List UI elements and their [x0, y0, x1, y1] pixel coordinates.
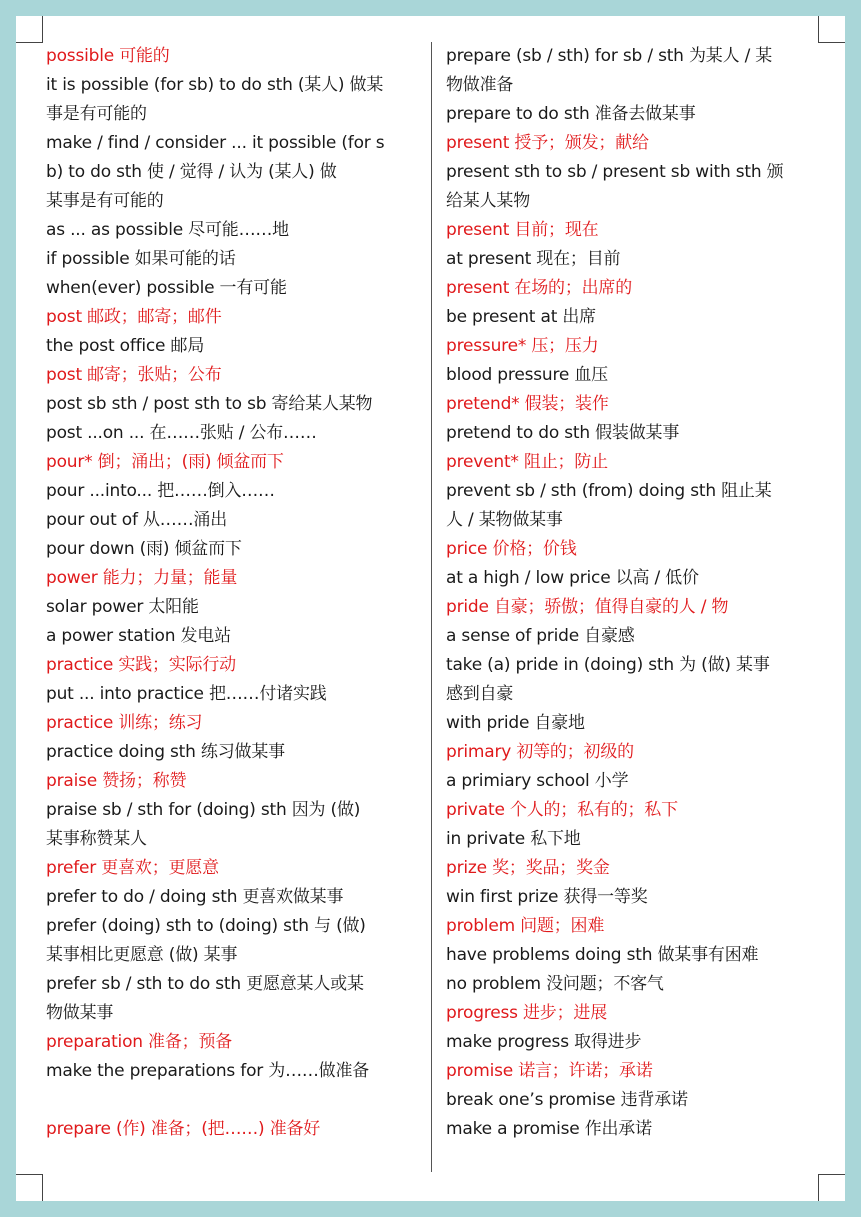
- entry-line: 事是有可能的: [46, 104, 147, 124]
- entry-line: pour out of 从……涌出: [46, 510, 227, 530]
- entry-line: at a high / low price 以高 / 低价: [446, 568, 699, 588]
- column-divider: [431, 42, 432, 1172]
- entry-headword: pretend* 假装；装作: [446, 394, 609, 414]
- entry-headword: prefer 更喜欢；更愿意: [46, 858, 219, 878]
- entry-line: make progress 取得进步: [446, 1032, 642, 1052]
- entry-line: 感到自豪: [446, 684, 514, 704]
- entry-headword: post 邮寄；张贴；公布: [46, 365, 222, 385]
- entry-line: make a promise 作出承诺: [446, 1119, 652, 1139]
- entry-line: a power station 发电站: [46, 626, 231, 646]
- entry-headword: post 邮政；邮寄；邮件: [46, 307, 222, 327]
- entry-line: prepare (sb / sth) for sb / sth 为某人 / 某: [446, 46, 773, 66]
- entry-line: make the preparations for 为……做准备: [46, 1061, 370, 1081]
- entry-line: pretend to do sth 假装做某事: [446, 423, 680, 443]
- entry-headword: praise 赞扬；称赞: [46, 771, 187, 791]
- entry-line: present sth to sb / present sb with sth 颁: [446, 162, 784, 182]
- entry-headword: practice 训练；练习: [46, 713, 203, 733]
- entry-line: as ... as possible 尽可能……地: [46, 220, 289, 240]
- entry-line: a primiary school 小学: [446, 771, 629, 791]
- entry-headword: prize 奖；奖品；奖金: [446, 858, 610, 878]
- entry-line: post sb sth / post sth to sb 寄给某人某物: [46, 394, 373, 414]
- crop-mark-bottom-left: [16, 1174, 43, 1201]
- entry-line: with pride 自豪地: [446, 713, 585, 733]
- entry-line: prevent sb / sth (from) doing sth 阻止某: [446, 481, 772, 501]
- entry-headword: primary 初等的；初级的: [446, 742, 634, 762]
- entry-line: 物做某事: [46, 1003, 114, 1023]
- entry-line: win first prize 获得一等奖: [446, 887, 648, 907]
- entry-line: pour down (雨) 倾盆而下: [46, 539, 242, 559]
- entry-headword: power 能力；力量；能量: [46, 568, 238, 588]
- entry-headword: progress 进步；进展: [446, 1003, 607, 1023]
- entry-line: practice doing sth 练习做某事: [46, 742, 285, 762]
- entry-headword: present 目前；现在: [446, 220, 599, 240]
- left-column: [46, 42, 416, 1144]
- entry-line: prefer to do / doing sth 更喜欢做某事: [46, 887, 344, 907]
- entry-line: prefer sb / sth to do sth 更愿意某人或某: [46, 974, 364, 994]
- entry-headword: prepare (作) 准备；(把……) 准备好: [46, 1119, 321, 1139]
- entry-headword: present 在场的；出席的: [446, 278, 633, 298]
- vocabulary-page: [16, 16, 845, 1201]
- entry-line: praise sb / sth for (doing) sth 因为 (做): [46, 800, 361, 820]
- entry-line: 给某人某物: [446, 191, 530, 211]
- entry-line: make / find / consider ... it possible (for s: [46, 133, 385, 153]
- entry-line: 物做准备: [446, 75, 514, 95]
- crop-mark-top-left: [16, 16, 43, 43]
- entry-line: 某事称赞某人: [46, 829, 147, 849]
- entry-line: b) to do sth 使 / 觉得 / 认为 (某人) 做: [46, 162, 337, 182]
- entry-line: no problem 没问题；不客气: [446, 974, 664, 994]
- entry-line: when(ever) possible 一有可能: [46, 278, 287, 298]
- entry-headword: pour* 倒；涌出；(雨) 倾盆而下: [46, 452, 284, 472]
- entry-line: put ... into practice 把……付诸实践: [46, 684, 327, 704]
- entry-headword: pressure* 压；压力: [446, 336, 599, 356]
- entry-headword: prevent* 阻止；防止: [446, 452, 608, 472]
- entry-line: be present at 出席: [446, 307, 596, 327]
- entry-headword: pride 自豪；骄傲；值得自豪的人 / 物: [446, 597, 729, 617]
- entry-line: prefer (doing) sth to (doing) sth 与 (做): [46, 916, 366, 936]
- entry-headword: problem 问题；困难: [446, 916, 605, 936]
- entry-headword: promise 诺言；许诺；承诺: [446, 1061, 653, 1081]
- entry-line: post ...on ... 在……张贴 / 公布……: [46, 423, 317, 443]
- entry-line: 某事是有可能的: [46, 191, 164, 211]
- entry-line: at present 现在；目前: [446, 249, 621, 269]
- entry-line: in private 私下地: [446, 829, 581, 849]
- entry-line: the post office 邮局: [46, 336, 205, 356]
- entry-line: have problems doing sth 做某事有困难: [446, 945, 759, 965]
- entry-line: 人 / 某物做某事: [446, 510, 563, 530]
- entry-headword: present 授予；颁发；献给: [446, 133, 649, 153]
- entry-headword: preparation 准备；预备: [46, 1032, 233, 1052]
- right-column: [446, 42, 816, 1144]
- crop-mark-bottom-right: [818, 1174, 845, 1201]
- entry-line: prepare to do sth 准备去做某事: [446, 104, 696, 124]
- entry-line: solar power 太阳能: [46, 597, 199, 617]
- entry-headword: private 个人的；私有的；私下: [446, 800, 678, 820]
- entry-headword: practice 实践；实际行动: [46, 655, 236, 675]
- crop-mark-top-right: [818, 16, 845, 43]
- entry-line: take (a) pride in (doing) sth 为 (做) 某事: [446, 655, 770, 675]
- entry-line: 某事相比更愿意 (做) 某事: [46, 945, 238, 965]
- entry-line: [46, 1086, 416, 1115]
- entry-headword: possible 可能的: [46, 46, 170, 66]
- entry-headword: price 价格；价钱: [446, 539, 577, 559]
- entry-line: break one’s promise 违背承诺: [446, 1090, 688, 1110]
- entry-line: if possible 如果可能的话: [46, 249, 236, 269]
- entry-line: a sense of pride 自豪感: [446, 626, 635, 646]
- entry-line: blood pressure 血压: [446, 365, 608, 385]
- entry-line: it is possible (for sb) to do sth (某人) 做某: [46, 75, 384, 95]
- entry-line: pour ...into... 把……倒入……: [46, 481, 275, 501]
